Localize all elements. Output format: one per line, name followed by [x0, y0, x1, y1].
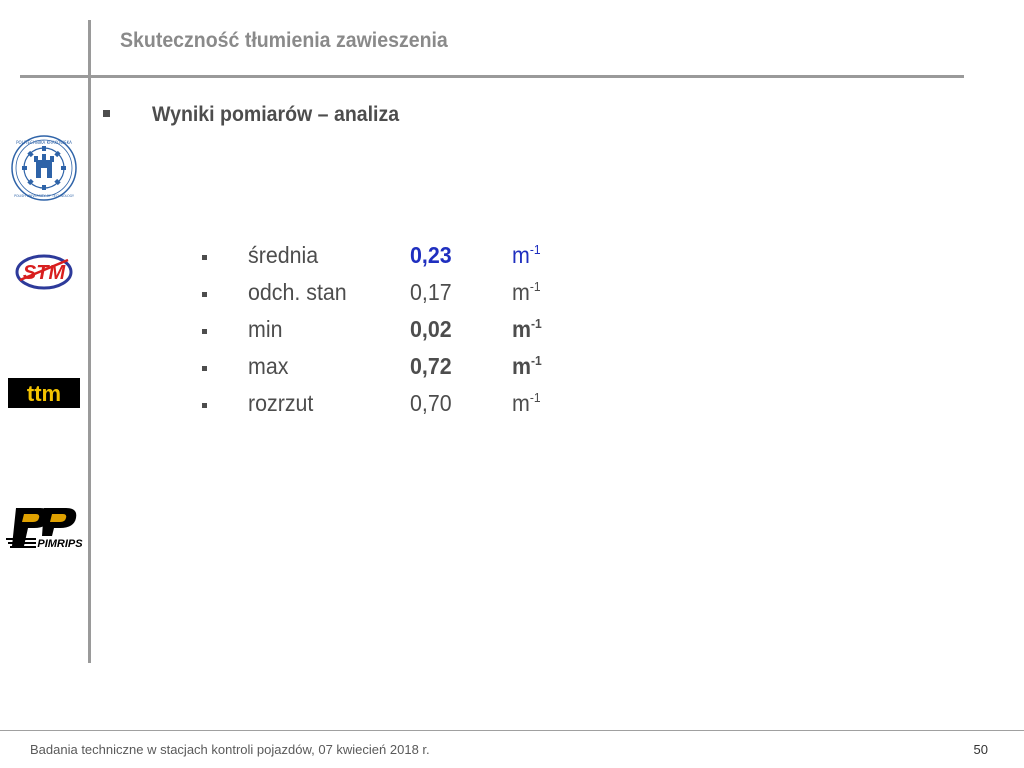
seal-text-bottom: POLISH UNIVERSITY OF TECHNOLOGY: [14, 194, 74, 198]
pimrips-logo-text: PIMRIPS: [37, 538, 83, 550]
unit-exponent: -1: [531, 316, 542, 331]
pimrips-logo: [6, 506, 84, 550]
seal-text-top: POLITECHNIKA KRAKOWSKA: [16, 140, 72, 145]
footer-text: Badania techniczne w stacjach kontroli pojazdów, 07 kwiecień 2018 r.: [30, 742, 430, 757]
stm-logo-text: STM: [22, 262, 66, 284]
page-number: 50: [973, 742, 988, 757]
heading-bullet: [103, 110, 110, 117]
unit-exponent: -1: [529, 279, 541, 294]
stat-value: 0,72: [410, 353, 452, 379]
stat-unit: [512, 279, 541, 306]
footer-rule: [0, 730, 1024, 731]
stat-row-srednia: [202, 238, 602, 275]
list-bullet: [202, 329, 207, 334]
ttm-logo: [8, 378, 80, 408]
unit-exponent: -1: [531, 353, 542, 368]
list-bullet: [202, 255, 207, 260]
stat-row-min: [202, 312, 602, 349]
left-vertical-rule: [88, 20, 91, 663]
stats-list: [202, 238, 602, 423]
stat-label: min: [248, 316, 283, 342]
ttm-logo-text: ttm: [26, 381, 62, 406]
stat-value: 0,70: [410, 390, 452, 416]
unit-exponent: -1: [529, 390, 541, 405]
unit-base: m: [512, 353, 532, 379]
stat-unit: [512, 316, 542, 343]
slide-title: Skuteczność tłumienia zawieszenia: [120, 29, 448, 52]
stat-label: rozrzut: [248, 390, 314, 416]
stat-unit: [512, 242, 541, 269]
unit-base: m: [512, 242, 530, 268]
stat-unit: [512, 353, 542, 380]
stat-label: max: [248, 353, 289, 379]
unit-base: m: [512, 279, 530, 305]
stat-row-max: [202, 349, 602, 386]
unit-base: m: [512, 390, 530, 416]
stat-unit: [512, 390, 541, 417]
stm-logo: [14, 250, 74, 294]
stat-value: 0,23: [410, 242, 452, 268]
stat-row-odch-stan: [202, 275, 602, 312]
list-bullet: [202, 292, 207, 297]
stat-label: odch. stan: [248, 279, 347, 305]
stat-value: 0,17: [410, 279, 452, 305]
stat-row-rozrzut: [202, 386, 602, 423]
unit-exponent: -1: [529, 242, 541, 257]
section-heading: Wyniki pomiarów – analiza: [152, 103, 400, 126]
title-underline-rule: [20, 75, 964, 78]
list-bullet: [202, 366, 207, 371]
list-bullet: [202, 403, 207, 408]
unit-base: m: [512, 316, 532, 342]
stat-label: średnia: [248, 242, 319, 268]
politechnika-krakowska-seal-logo: [10, 134, 78, 202]
stat-value: 0,02: [410, 316, 452, 342]
